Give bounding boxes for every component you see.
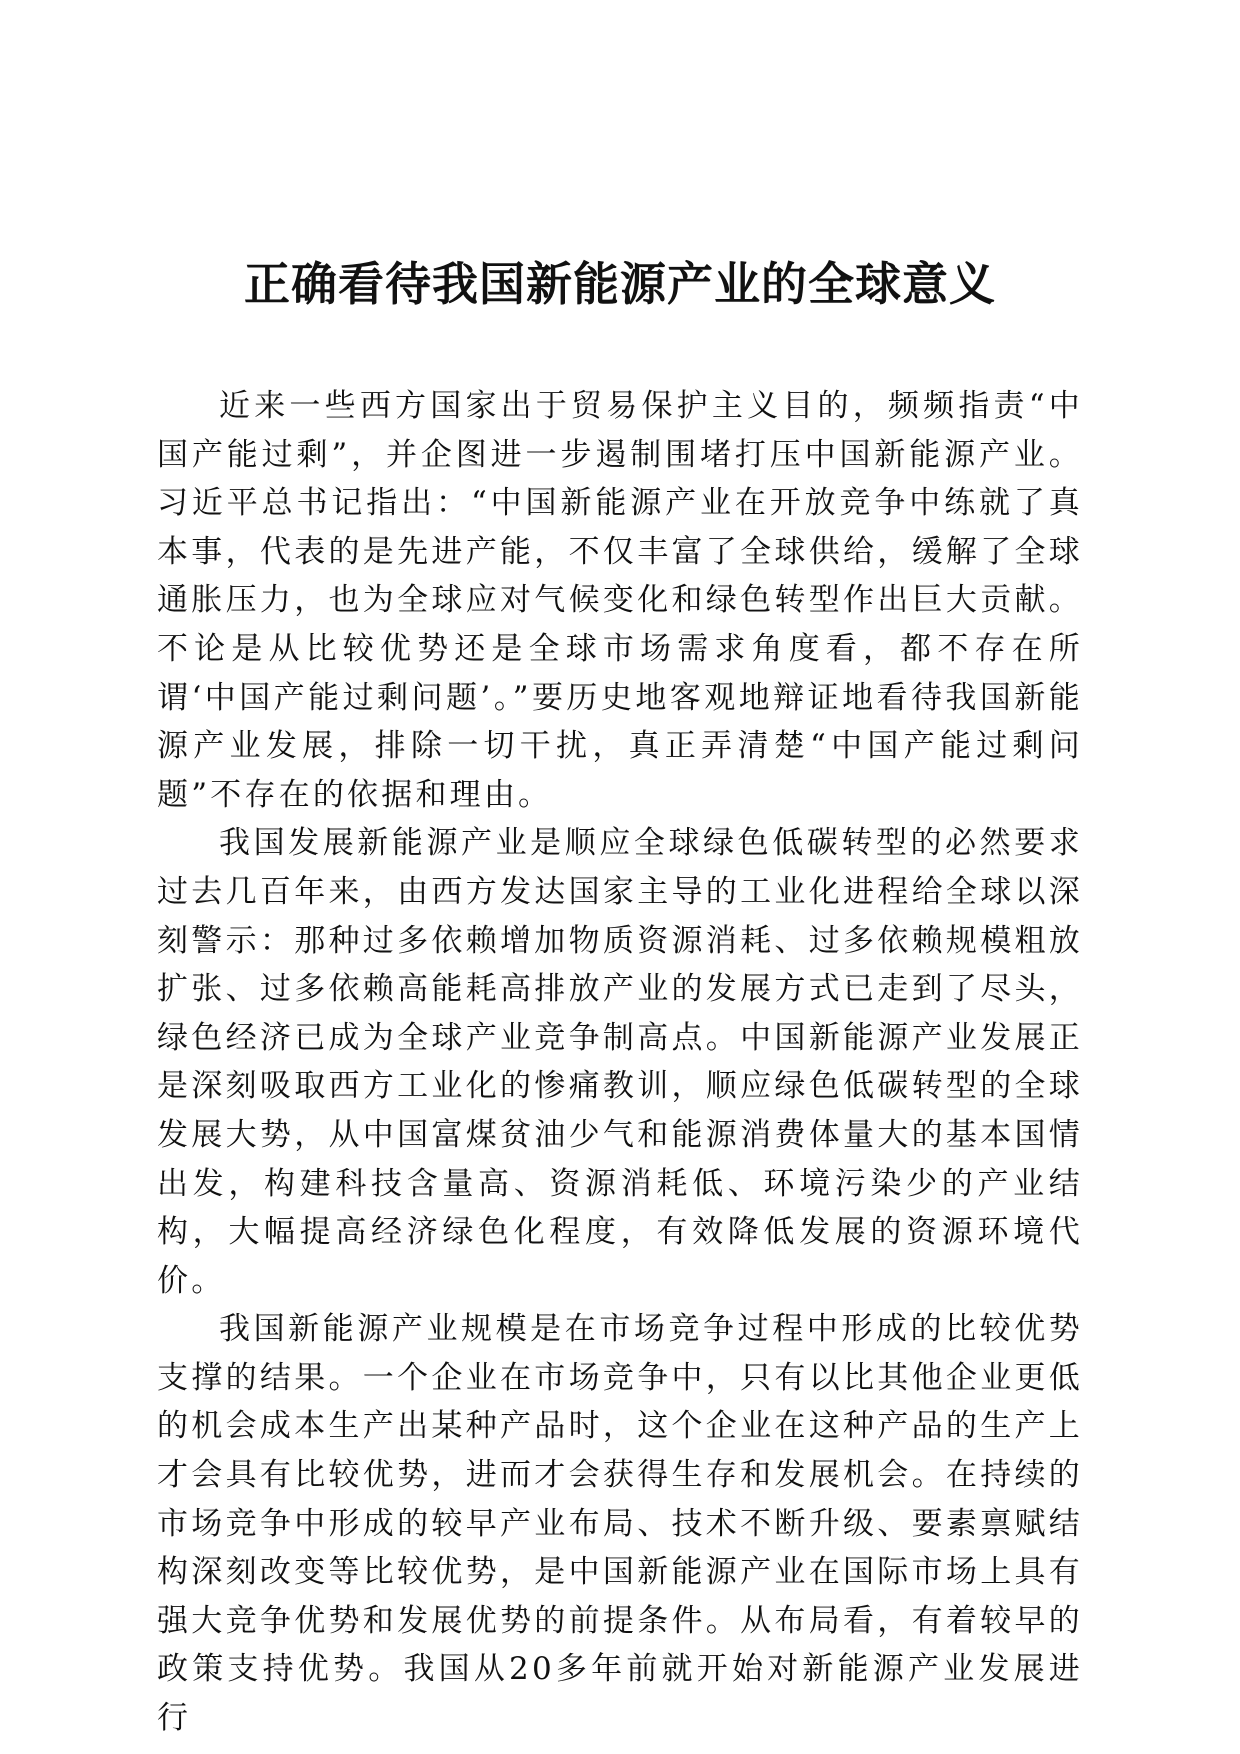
paragraph-2: 我国发展新能源产业是顺应全球绿色低碳转型的必然要求过去几百年来，由西方发达国家主导的工业化进程给全球以深刻警示：那种过多依赖增加物质资源消耗、过多依赖规模粗放扩张、过多依赖高能耗高排放产业的发展方式已走到了尽头，绿色经济已成为全球产业竞争制高点。中国新能源产业发展正是深刻吸取西方工业化的惨痛教训，顺应绿色低碳转型的全球发展大势，从中国富煤贫油少气和能源消费体量大的基本国情出发，构建科技含量高、资源消耗低、环境污染少的产业结构，大幅提高经济绿色化程度，有效降低发展的资源环境代价。 <box>157 825 1083 1299</box>
document-body <box>157 382 1083 1743</box>
document-title: 正确看待我国新能源产业的全球意义 <box>244 257 996 311</box>
paragraph-3: 我国新能源产业规模是在市场竞争过程中形成的比较优势支撑的结果。一个企业在市场竞争中，只有以比其他企业更低的机会成本生产出某种产品时，这个企业在这种产品的生产上才会具有比较优势，进而才会获得生存和发展机会。在持续的市场竞争中形成的较早产业布局、技术不断升级、要素禀赋结构深刻改变等比较优势，是中国新能源产业在国际市场上具有强大竞争优势和发展优势的前提条件。从布局看，有着较早的政策支持优势。我国从20多年前就开始对新能源产业发展进行 <box>157 1311 1083 1737</box>
paragraph-1: 近来一些西方国家出于贸易保护主义目的，频频指责“中国产能过剩”，并企图进一步遏制围堵打压中国新能源产业。习近平总书记指出：“中国新能源产业在开放竞争中练就了真本事，代表的是先进产能，不仅丰富了全球供给，缓解了全球通胀压力，也为全球应对气候变化和绿色转型作出巨大贡献。不论是从比较优势还是全球市场需求角度看，都不存在所谓‘中国产能过剩问题’。”要历史地客观地辩证地看待我国新能源产业发展，排除一切干扰，真正弄清楚“中国产能过剩问题”不存在的依据和理由。 <box>157 388 1083 813</box>
